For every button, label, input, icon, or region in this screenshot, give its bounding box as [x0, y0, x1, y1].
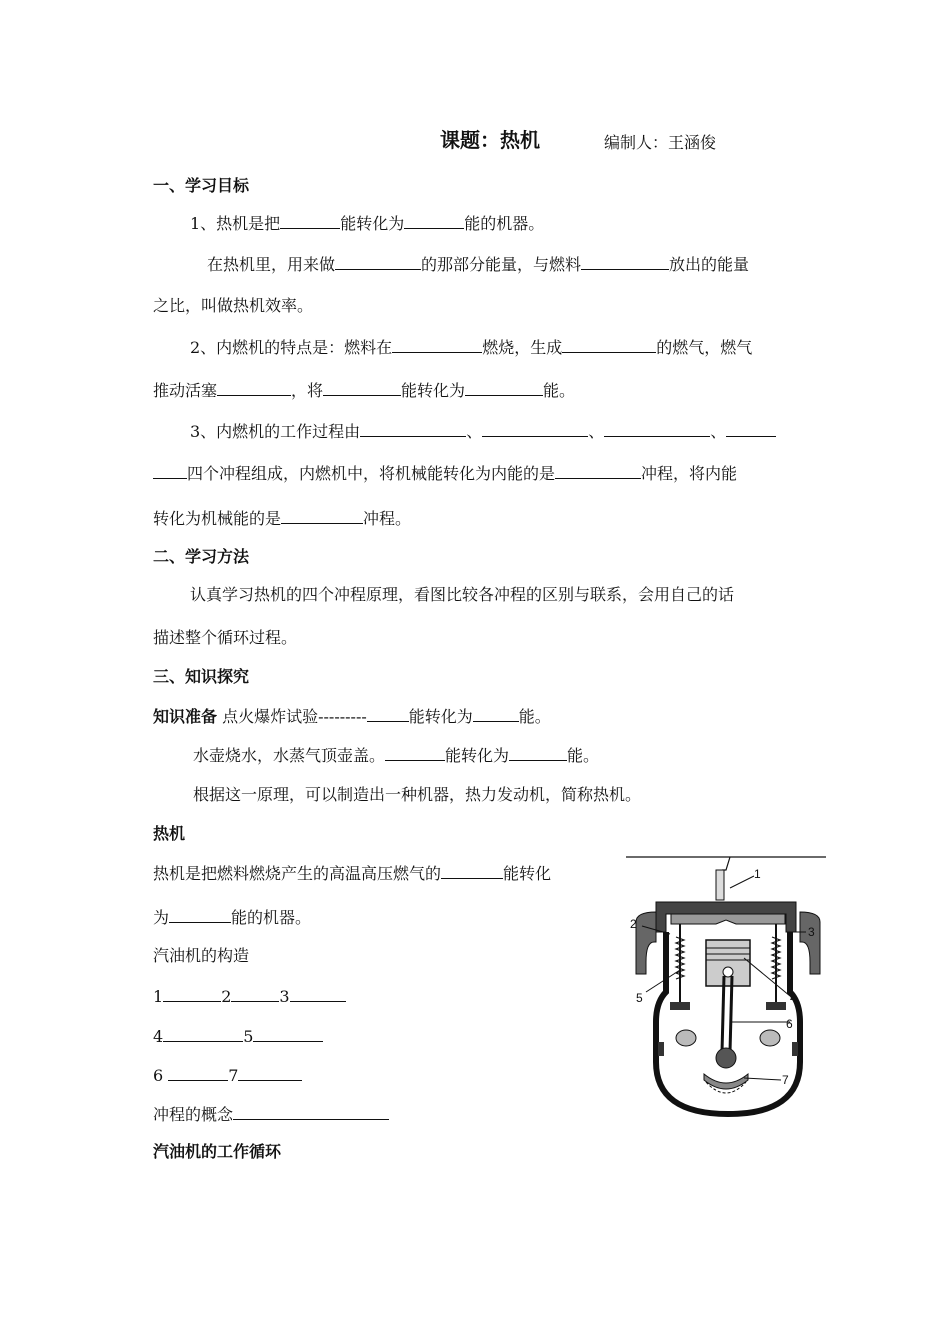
section-2-heading: 二、学习方法 — [153, 547, 250, 566]
question-3: 3、内燃机的工作过程由 、 、 、 — [190, 420, 776, 442]
structure-row-1: 1 2 3 — [153, 985, 346, 1007]
diagram-label-7: 7 — [782, 1073, 789, 1087]
question-3c: 转化为机械能的是 冲程。 — [153, 509, 412, 528]
engine-structure-label: 汽油机的构造 — [153, 946, 250, 965]
heat-engine-definition-2: 为 能的机器。 — [153, 908, 312, 927]
section-1-heading: 一、学习目标 — [153, 176, 250, 195]
gasoline-engine-diagram — [626, 852, 830, 1124]
section-3-heading: 三、知识探究 — [153, 667, 250, 686]
diagram-label-4: 4 — [790, 991, 797, 1005]
heat-engine-heading: 热机 — [153, 824, 186, 843]
question-2b: 推动活塞 ，将 能转化为 能。 — [153, 381, 576, 400]
question-2: 2、内燃机的特点是：燃料在 燃烧，生成 的燃气，燃气 — [190, 338, 753, 357]
question-3b: 四个冲程组成，内燃机中，将机械能转化为内能的是 冲程，将内能 — [153, 462, 737, 484]
knowledge-prep-3: 根据这一原理，可以制造出一种机器，热力发动机，简称热机。 — [193, 785, 642, 804]
page-title: 课题：热机 — [440, 128, 540, 152]
knowledge-prep-1: 知识准备 点火爆炸试验--------- 能转化为 能。 — [153, 707, 551, 726]
diagram-label-5: 5 — [636, 991, 643, 1005]
structure-row-3: 6 7 — [153, 1064, 302, 1086]
diagram-label-6: 6 — [786, 1017, 793, 1031]
structure-row-2: 4 5 — [153, 1025, 323, 1047]
knowledge-prep-2: 水壶烧水，水蒸气顶壶盖。 能转化为 能。 — [193, 746, 600, 765]
stroke-concept: 冲程的概念 — [153, 1103, 389, 1125]
question-1c: 之比，叫做热机效率。 — [153, 296, 314, 315]
question-1: 1、热机是把 能转化为 能的机器。 — [190, 214, 545, 233]
heat-engine-definition-1: 热机是把燃料燃烧产生的高温高压燃气的 能转化 — [153, 864, 552, 883]
method-text-1: 认真学习热机的四个冲程原理，看图比较各冲程的区别与联系，会用自己的话 — [190, 585, 735, 604]
question-1b: 在热机里，用来做 的那部分能量，与燃料 放出的能量 — [207, 255, 750, 274]
method-text-2: 描述整个循环过程。 — [153, 628, 298, 647]
diagram-label-3: 3 — [808, 925, 815, 939]
diagram-label-1: 1 — [754, 867, 761, 881]
diagram-label-2: 2 — [630, 917, 637, 931]
editor-name: 编制人：王涵俊 — [604, 133, 717, 152]
gasoline-engine-cycle-heading: 汽油机的工作循环 — [153, 1142, 282, 1161]
